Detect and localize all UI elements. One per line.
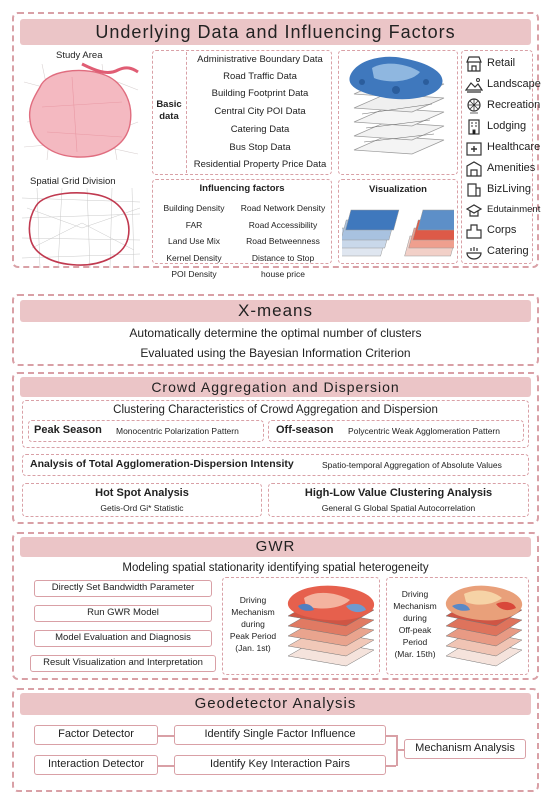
- clustering-title: Clustering Characteristics of Crowd Aggregation and Dispersion: [113, 404, 438, 416]
- caption-line: Peak Period: [229, 631, 277, 641]
- bizliving-icon: [465, 181, 483, 199]
- factor-item: Land Use Mix: [168, 236, 220, 246]
- crowd-title: Crowd Aggregation and Dispersion: [20, 377, 531, 397]
- interaction-detector-label: Interaction Detector: [48, 758, 144, 770]
- off-season-desc: Polycentric Weak Agglomeration Pattern: [348, 426, 500, 436]
- caption-line: (Mar. 15th): [394, 649, 436, 659]
- factor-item: Road Accessibility: [248, 219, 318, 230]
- basic-data-item: Road Traffic Data: [223, 71, 297, 82]
- caption-line: during: [241, 619, 265, 629]
- offpeak-period-maps: [442, 580, 526, 672]
- offpeak-caption: [388, 588, 442, 660]
- peak-season-desc: Monocentric Polarization Pattern: [116, 426, 239, 436]
- peak-period-maps: [284, 580, 378, 672]
- factor-item: house price: [261, 269, 305, 279]
- connector: [158, 765, 174, 767]
- poi-type-item: [465, 200, 545, 222]
- connector: [396, 735, 398, 766]
- shop-icon: [465, 55, 483, 73]
- catering-icon: [465, 243, 483, 261]
- poi-type-label: Corps: [487, 224, 517, 236]
- basic-data-divider: [186, 52, 187, 173]
- basic-data-item: Residential Property Price Data: [193, 159, 327, 170]
- peak-season-label: Peak Season: [34, 424, 102, 436]
- poi-type-label: Edutainment: [487, 204, 541, 215]
- poi-type-item: [465, 95, 545, 117]
- connector: [386, 765, 396, 767]
- geodetector-title: Geodetector Analysis: [20, 693, 531, 715]
- underlying-title: Underlying Data and Influencing Factors: [20, 19, 531, 45]
- single-factor-label: Identify Single Factor Influence: [204, 728, 356, 740]
- highlow-desc: General G Global Spatial Autocorrelation: [321, 503, 476, 513]
- corps-icon: [465, 222, 483, 240]
- factor-detector-label: Factor Detector: [58, 728, 134, 740]
- connector: [386, 735, 396, 737]
- lodging-icon: [465, 118, 483, 136]
- grid-division-label: Spatial Grid Division: [30, 176, 116, 187]
- poi-type-label: BizLiving: [487, 183, 532, 195]
- intensity-label: Analysis of Total Agglomeration-Dispersion Intensity: [30, 458, 294, 470]
- highlow-label: High-Low Value Clustering Analysis: [304, 487, 493, 499]
- factor-item: Road Network Density: [240, 203, 326, 213]
- basic-data-label: Basic data: [156, 99, 182, 122]
- basic-data-item: Bus Stop Data: [229, 142, 291, 153]
- caption-line: Driving: [239, 595, 267, 605]
- recreation-icon: [465, 97, 483, 115]
- poi-type-label: Lodging: [487, 120, 527, 132]
- peak-caption: [226, 594, 280, 654]
- healthcare-icon: [465, 139, 483, 157]
- caption-line: Driving: [401, 589, 429, 599]
- gwr-title: GWR: [20, 537, 531, 557]
- data-layer-stack: [342, 54, 454, 172]
- gwr-subtitle: Modeling spatial stationarity identifying spatial heterogeneity: [122, 562, 429, 574]
- poi-type-item: [465, 53, 545, 75]
- xmeans-title: X-means: [20, 300, 531, 322]
- basic-data-item: Catering Data: [230, 124, 290, 135]
- poi-type-item: [465, 137, 545, 159]
- hotspot-desc: Getis-Ord Gi* Statistic: [100, 503, 184, 513]
- off-season-label: Off-season: [276, 424, 334, 436]
- xmeans-line-1: Automatically determine the optimal number of clusters: [129, 326, 422, 340]
- gwr-step-label: Run GWR Model: [87, 607, 159, 618]
- factor-item: Building Density: [163, 203, 225, 213]
- study-area-map: [22, 62, 140, 162]
- poi-type-label: Amenities: [487, 162, 536, 174]
- poi-type-item: [465, 241, 545, 263]
- key-pairs-label: Identify Key Interaction Pairs: [209, 758, 350, 770]
- hotspot-label: Hot Spot Analysis: [95, 487, 189, 499]
- poi-type-label: Catering: [487, 245, 529, 257]
- poi-type-item: [465, 74, 545, 96]
- basic-data-item: Central City POI Data: [214, 106, 306, 117]
- caption-line: (Jan. 1st): [235, 643, 271, 653]
- xmeans-line-2: Evaluated using the Bayesian Information Criterion: [140, 346, 411, 360]
- caption-line: Mechanism: [393, 601, 437, 611]
- spatial-grid-map: [22, 188, 140, 268]
- factor-item: Distance to Stop: [251, 252, 315, 263]
- basic-data-item: Administrative Boundary Data: [197, 54, 323, 65]
- visualization-title: Visualization: [369, 184, 427, 195]
- factor-item: FAR: [185, 219, 203, 230]
- intensity-desc: Spatio-temporal Aggregation of Absolute Values: [322, 460, 502, 470]
- caption-line: during: [403, 613, 427, 623]
- caption-line: Period: [402, 637, 428, 647]
- gwr-step-label: Model Evaluation and Diagnosis: [55, 632, 191, 643]
- poi-type-item: [465, 220, 545, 242]
- amenities-icon: [465, 160, 483, 178]
- mechanism-label: Mechanism Analysis: [415, 742, 515, 754]
- landscape-icon: [465, 76, 483, 94]
- factor-item: POI Density: [171, 269, 217, 279]
- gwr-step-label: Result Visualization and Interpretation: [43, 657, 203, 668]
- factor-item: Kernel Density: [166, 252, 222, 263]
- poi-type-label: Landscape: [487, 78, 541, 90]
- caption-line: Off-peak: [398, 625, 432, 635]
- poi-type-item: [465, 116, 545, 138]
- factors-right-list: [235, 200, 331, 283]
- poi-type-item: [465, 179, 545, 201]
- edutainment-icon: [465, 202, 483, 220]
- gwr-step-label: Directly Set Bandwidth Parameter: [51, 582, 195, 593]
- connector: [396, 749, 404, 751]
- poi-type-label: Recreation: [487, 99, 541, 111]
- poi-type-label: Healthcare: [487, 141, 541, 153]
- poi-type-item: [465, 158, 545, 180]
- caption-line: Mechanism: [231, 607, 275, 617]
- influencing-factors-title: Influencing factors: [199, 183, 285, 194]
- connector: [158, 735, 174, 737]
- factor-item: Road Betweenness: [246, 236, 320, 246]
- poi-type-label: Retail: [487, 57, 516, 69]
- study-area-label: Study Area: [56, 50, 103, 61]
- basic-data-item: Building Footprint Data: [211, 88, 309, 99]
- factors-left-list: [155, 200, 233, 283]
- visualization-stacks: [342, 206, 454, 262]
